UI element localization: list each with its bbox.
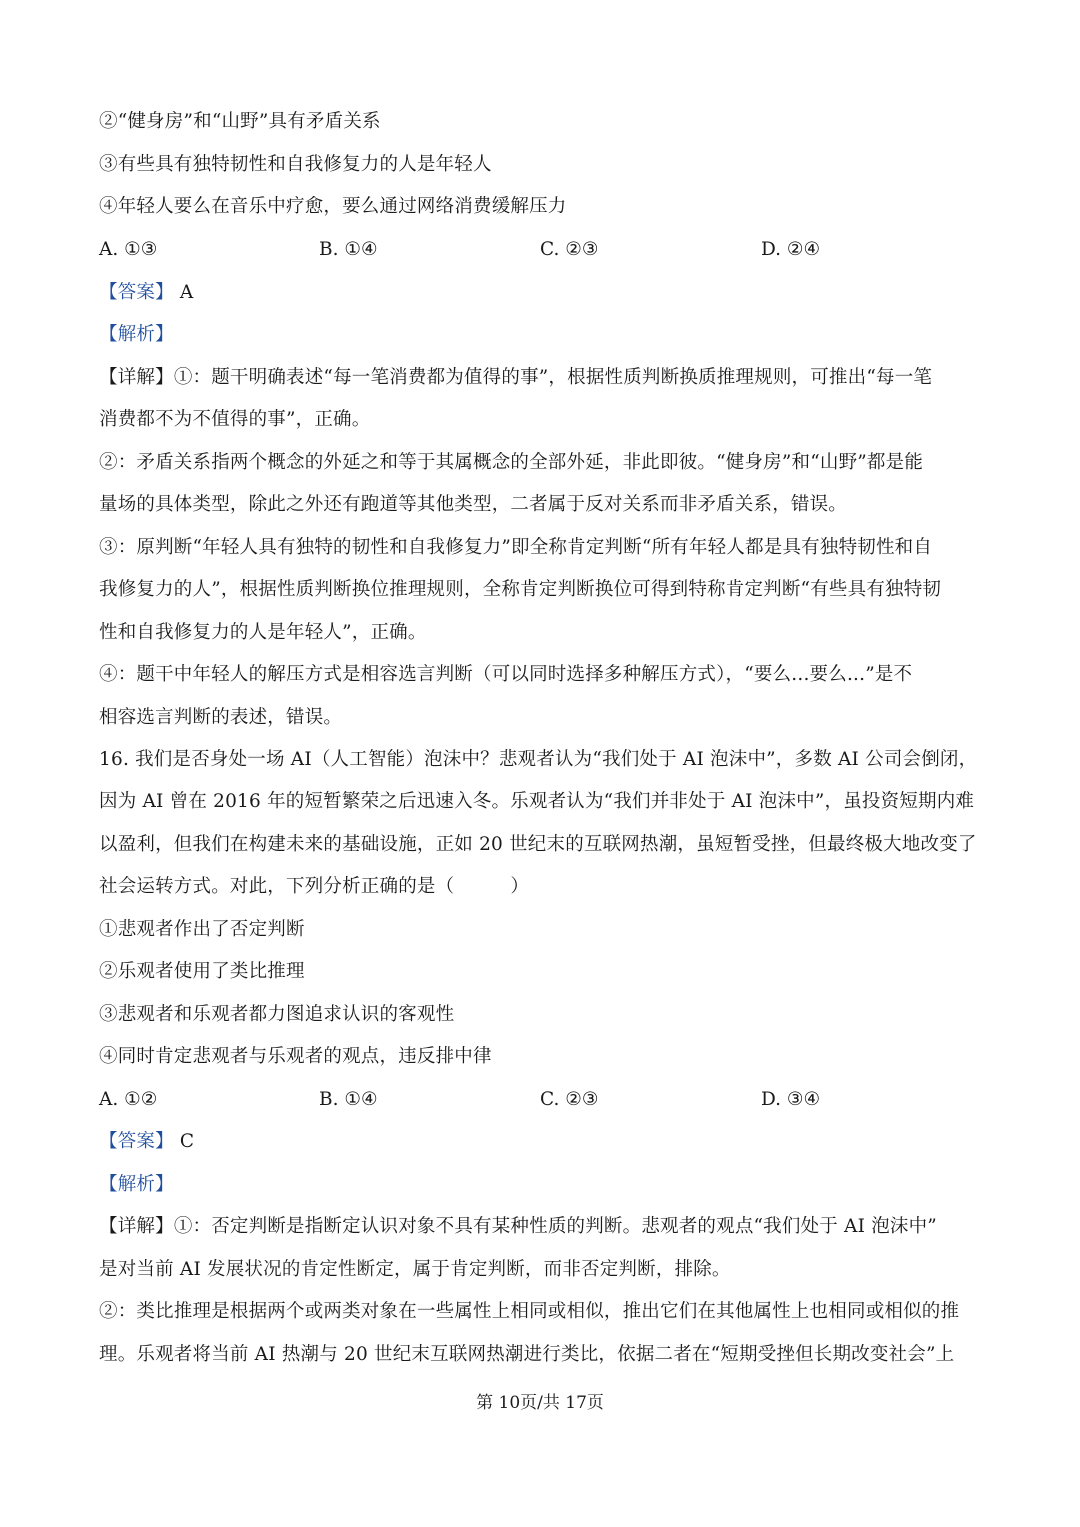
q15-statement-4: ④年轻人要么在音乐中疗愈，要么通过网络消费缓解压力 [99, 196, 567, 217]
analysis-tag: 【解析】 [99, 324, 174, 345]
q15-detail-4a: ④：题干中年轻人的解压方式是相容选言判断（可以同时选择多种解压方式），“要么...要么...”是不 [99, 664, 913, 685]
q16-detail-1a [99, 1215, 984, 1239]
q15-answer [99, 281, 984, 305]
q16-option-c: C. ②③ [540, 1089, 599, 1110]
q16-statement-4: ④同时肯定悲观者与乐观者的观点，违反排中律 [99, 1046, 492, 1067]
q15-detail-2b: 量场的具体类型，除此之外还有跑道等其他类型，二者属于反对关系而非矛盾关系，错误。 [99, 494, 848, 515]
detail-tag: 【详解】 [99, 367, 174, 388]
analysis-tag: 【解析】 [99, 1174, 174, 1195]
q15-option-c: C. ②③ [540, 239, 599, 260]
q16-prompt-3: 以盈利，但我们在构建未来的基础设施，正如 20 世纪末的互联网热潮，虽短暂受挫，但最终极大地改变了 [99, 834, 977, 855]
q16-answer [99, 1130, 984, 1154]
answer-tag: 【答案】 [99, 282, 174, 303]
q15-option-a: A. ①③ [99, 239, 158, 260]
answer-value: A [179, 282, 194, 303]
q15-option-d: D. ②④ [761, 239, 821, 260]
q15-detail-1b: 消费都不为不值得的事”，正确。 [99, 409, 371, 430]
q16-statement-2: ②乐观者使用了类比推理 [99, 961, 305, 982]
detail-text: ①：否定判断是指断定认识对象不具有某种性质的判断。悲观者的观点“我们处于 AI 泡沫中” [173, 1216, 937, 1237]
q16-detail-2b: 理。乐观者将当前 AI 热潮与 20 世纪末互联网热潮进行类比，依据二者在“短期受挫但长期改变社会”上 [99, 1344, 955, 1365]
q16-prompt-4: 社会运转方式。对此，下列分析正确的是（ ） [99, 876, 530, 897]
q15-detail-4b: 相容选言判断的表述，错误。 [99, 707, 343, 728]
q16-option-b: B. ①④ [319, 1089, 378, 1110]
q16-options [99, 1088, 999, 1112]
q16-statement-1: ①悲观者作出了否定判断 [99, 919, 305, 940]
q15-detail-1a [99, 366, 984, 390]
q16-analysis-heading [99, 1173, 984, 1197]
q15-option-b: B. ①④ [319, 239, 378, 260]
q15-detail-3a: ③：原判断“年轻人具有独特的韧性和自我修复力”即全称肯定判断“所有年轻人都是具有独特韧性和自 [99, 537, 933, 558]
q16-prompt-2: 因为 AI 曾在 2016 年的短暂繁荣之后迅速入冬。乐观者认为“我们并非处于 AI 泡沫中”，虽投资短期内难 [99, 791, 975, 812]
q16-option-d: D. ③④ [761, 1089, 821, 1110]
q15-analysis-heading [99, 323, 984, 347]
detail-text: ①：题干明确表述“每一笔消费都为值得的事”，根据性质判断换质推理规则，可推出“每一笔 [173, 367, 933, 388]
q15-detail-3c: 性和自我修复力的人是年轻人”，正确。 [99, 622, 427, 643]
answer-value: C [179, 1131, 195, 1152]
q16-detail-1b: 是对当前 AI 发展状况的肯定性断定，属于肯定判断，而非否定判断，排除。 [99, 1259, 731, 1280]
q15-statement-3: ③有些具有独特韧性和自我修复力的人是年轻人 [99, 154, 492, 175]
q16-statement-3: ③悲观者和乐观者都力图追求认识的客观性 [99, 1004, 455, 1025]
q16-prompt-1: 16. 我们是否身处一场 AI（人工智能）泡沫中？悲观者认为“我们处于 AI 泡沫中”，多数 AI 公司会倒闭， [99, 749, 978, 770]
detail-tag: 【详解】 [99, 1216, 174, 1237]
page-footer: 第 10页/共 17页 [476, 1393, 604, 1413]
q15-statement-2: ②“健身房”和“山野”具有矛盾关系 [99, 111, 381, 132]
q15-options [99, 238, 999, 262]
q15-detail-2a: ②：矛盾关系指两个概念的外延之和等于其属概念的全部外延，非此即彼。“健身房”和“山野”都是能 [99, 452, 924, 473]
q16-option-a: A. ①② [99, 1089, 158, 1110]
answer-tag: 【答案】 [99, 1131, 174, 1152]
q15-detail-3b: 我修复力的人”，根据性质判断换位推理规则，全称肯定判断换位可得到特称肯定判断“有些具有独特韧 [99, 579, 942, 600]
q16-detail-2a: ②：类比推理是根据两个或两类对象在一些属性上相同或相似，推出它们在其他属性上也相同或相似的推 [99, 1301, 960, 1322]
